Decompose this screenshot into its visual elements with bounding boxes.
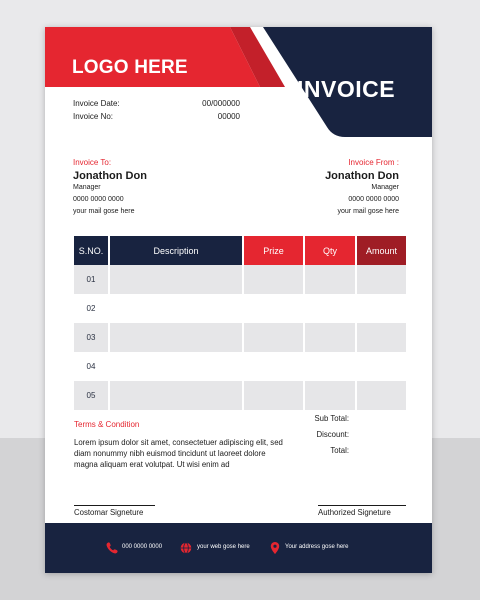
invoice-no-value: 00000 [217, 112, 240, 121]
header-prize: Prize [244, 236, 303, 265]
table-cell [305, 352, 355, 381]
footer-address: Your address gose here [285, 544, 349, 550]
header-qty: Qty [305, 236, 355, 265]
invoice-from-phone: 0000 0000 0000 [348, 196, 399, 203]
sub-total-label: Sub Total: [314, 414, 349, 423]
header-amount: Amount [357, 236, 406, 265]
invoice-to-email: your mail gose here [73, 208, 135, 215]
location-pin-icon [268, 541, 282, 555]
table-cell [244, 323, 303, 352]
invoice-date-value: 00/000000 [202, 99, 240, 108]
authorized-signature-line [318, 505, 406, 506]
invoice-from-label: Invoice From : [348, 158, 399, 167]
row-number: 03 [74, 323, 108, 352]
table-cell [110, 294, 242, 323]
table-cell [110, 323, 242, 352]
customer-signature-line [74, 505, 155, 506]
row-number: 01 [74, 265, 108, 294]
invoice-page [45, 27, 432, 573]
invoice-to-role: Manager [73, 184, 101, 191]
table-row [74, 294, 406, 323]
invoice-to-phone: 0000 0000 0000 [73, 196, 124, 203]
invoice-from-role: Manager [371, 184, 399, 191]
invoice-no-label: Invoice No: [73, 112, 114, 121]
table-cell [244, 294, 303, 323]
row-number: 04 [74, 352, 108, 381]
row-number: 02 [74, 294, 108, 323]
discount-label: Discount: [316, 430, 349, 439]
footer-phone: 000 0000 0000 [122, 544, 163, 550]
invoice-date-label: Invoice Date: [73, 99, 120, 108]
invoice-title: INVOICE [297, 76, 396, 102]
authorized-signature-label: Authorized Signeture [318, 508, 391, 517]
row-number: 05 [74, 381, 108, 410]
table-row [74, 323, 406, 352]
table-cell [357, 352, 406, 381]
table-cell [305, 323, 355, 352]
table-cell [244, 381, 303, 410]
table-cell [305, 265, 355, 294]
logo-text: LOGO HERE [72, 57, 188, 78]
table-header [74, 236, 406, 265]
table-cell [357, 381, 406, 410]
globe-icon [179, 541, 193, 555]
total-label: Total: [330, 446, 349, 455]
table-cell [110, 381, 242, 410]
table-cell [305, 381, 355, 410]
customer-signature-label: Costomar Signeture [74, 508, 144, 517]
table-cell [110, 352, 242, 381]
table-cell [357, 265, 406, 294]
items-table [74, 236, 406, 410]
footer-bar [45, 523, 432, 573]
table-row [74, 381, 406, 410]
invoice-from-email: your mail gose here [337, 208, 399, 215]
invoice-to-label: Invoice To: [73, 158, 112, 167]
table-cell [244, 352, 303, 381]
terms-text: Lorem ipsum dolor sit amet, consectetuer adipiscing elit, sed diam nonummy nibh euismod tincidunt ut laoreet dolore magna aliquam erat volutpat. Ut wisi enim ad [74, 438, 283, 469]
table-cell [305, 294, 355, 323]
terms-title: Terms & Condition [74, 420, 140, 429]
header-sno: S.NO. [74, 236, 108, 265]
footer-web: your web gose here [197, 544, 250, 550]
table-cell [244, 265, 303, 294]
table-row [74, 352, 406, 381]
table-row [74, 265, 406, 294]
table-cell [357, 323, 406, 352]
table-cell [110, 265, 242, 294]
table-body [74, 265, 406, 410]
table-cell [357, 294, 406, 323]
invoice-to-name: Jonathon Don [73, 170, 147, 182]
phone-icon [105, 541, 119, 555]
invoice-from-name: Jonathon Don [325, 170, 399, 182]
header-description: Description [110, 236, 242, 265]
